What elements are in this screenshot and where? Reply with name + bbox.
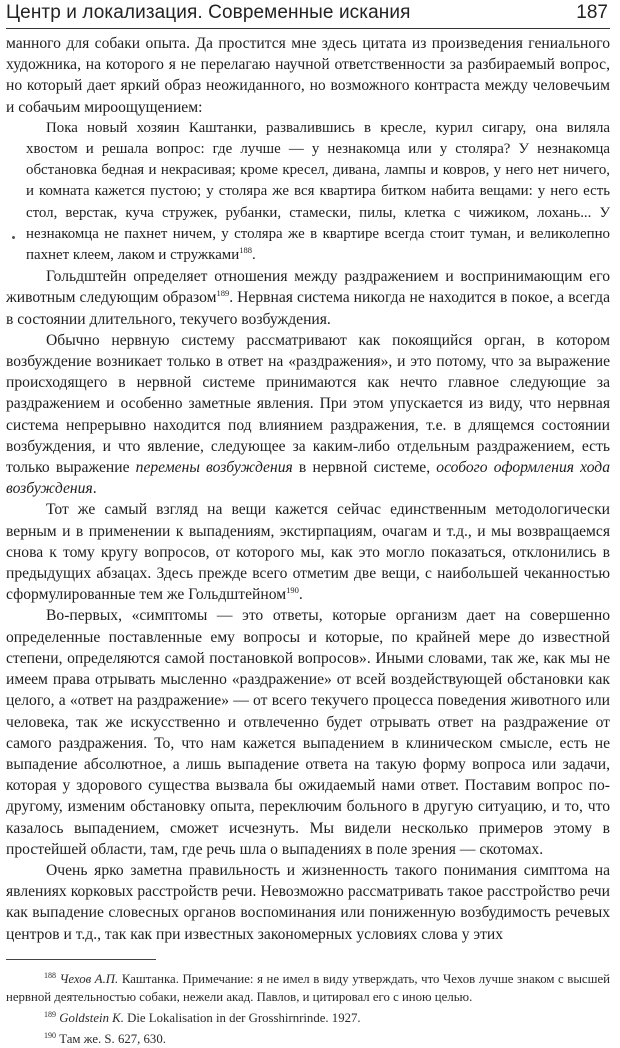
paragraph-6: Очень ярко заметна правильность и жизненность такого понимания симптома на явлениях корковых расстройств речи. Невозможно рассматривать такое расстройство речи как выпадение словесных органов воспоминания или пониженную возбудимость речевых центров и т.д., так как при известных закономерных условиях слова у этих xyxy=(6,861,610,943)
footnote-text: Каштанка. Примечание: я не имел в виду утверждать, что Чехов лучше знаком с высшей нервной деятельностью собаки, нежели акад. Павлов, и цитировал его с иною целью. xyxy=(6,971,610,1004)
quote-paragraph: Пока новый хозяин Каштанки, развалившись в кресле, курил сигару, она виляла хвостом и решала вопрос: где лучше — у незнакомца или у столяра? У незнакомца обстановка бедная и некрасивая; кроме кресел, дивана, лампы и ковров, у него нет ничего, и комната кажется пустою; у столяра же вся квартира битком набита вещами: у него есть стол, верстак, куча стружек, рубанки, стамески, пилы, клетка с чижиком, лохань... У незнакомца не пахнет ничем, у столяра же в квартире всегда стоит туман, и великолепно пахнет клеем, лаком и стружками$^{188}$. xyxy=(26,119,610,264)
paragraph-3 xyxy=(6,330,610,500)
paragraph-3-mid: в нервной системе, xyxy=(292,459,437,477)
chapter-title: Центр и локализация. Современные искания xyxy=(6,2,411,23)
main-text xyxy=(6,33,610,945)
footnotes xyxy=(6,970,610,1048)
footnote-text: Die Lokalisation in der Grosshirnrinde. 1927. xyxy=(123,1010,361,1025)
paragraph-4-text: Тот же самый взгляд на вещи кажется сейчас единственным методологически верным и в применении к выпадениям, экстирпациям, очагам и т.д., и мы возвращаемся снова к тому кругу вопросов, от которого мы, как это могло показаться, отклонились в предыдущих абзацах. Здесь прежде всего отметим две вещи, с наибольшей чеканностью сформулированные тем же Гольдштейном xyxy=(6,501,610,604)
footnote-author: Goldstein K. xyxy=(59,1010,124,1025)
footnote-189 xyxy=(6,1009,610,1027)
footnote-text: Там же. S. 627, 630. xyxy=(59,1031,166,1046)
paragraph-2-text: Гольдштейн определяет отношения между раздражением и воспринимающим его животным следующим образом xyxy=(6,268,610,307)
footnote-ref-189[interactable]: 189 xyxy=(216,288,230,299)
paragraph-1: манного для собаки опыта. Да простится мне здесь цитата из произведения гениального художника, на которого я не перелагаю научной ответственности за разбираемый вопрос, но который дает яркий образ неожиданного, но возможного контраста между человечьим и собачьим мироощущением: xyxy=(6,35,610,116)
footnote-ref-190[interactable]: 190 xyxy=(286,585,299,596)
footnote-number: 190 xyxy=(44,1030,56,1040)
footnote-number: 188 xyxy=(44,970,56,980)
quote-text: Пока новый хозяин Каштанки, развалившись в кресле, курил сигару, она виляла хвостом и решала вопрос: где лучше — у незнакомца или у столяра? У незнакомца обстановка бедная и некрасивая; кроме кресел, дивана, лампы и ковров, у него нет ничего, и комната кажется пустою; у столяра же вся квартира битком набита вещами: у него есть стол, верстак, куча стружек, рубанки, стамески, пилы, клетка с чижиком, лохань... У незнакомца не пахнет ничем, у столяра же в квартире всегда стоит туман, и великолепно пахнет клеем, лаком и стружками xyxy=(26,119,610,264)
paragraph-2-text-cont: . Нервная система никогда не находится в покое, а всегда в состоянии длительного, текучего возбуждения. xyxy=(6,289,610,328)
page-number: 187 xyxy=(576,2,608,23)
chekhov-quote xyxy=(6,118,610,266)
margin-dot xyxy=(12,236,15,239)
paragraph-2 xyxy=(6,266,610,330)
emphasis-special-form: особого оформления хода возбуждения xyxy=(6,459,610,498)
footnote-188 xyxy=(6,970,610,1006)
paragraph-5: Во-первых, «симптомы — это ответы, которые организм дает на совершенно определенные поставленные ему вопросы и которые, по крайней мере до известной степени, определяются самой постановкой вопросов». Иными словами, так же, как мы не имеем права отрывать мысленно «раздражение» от всей воздействующей обстановки как целого, а «ответ на раздражение» — от всего текучего процесса поведения животного или человека, так же искусственно и отвлеченно будет отрывать ответ на раздражение от самого раздражения. То, что нам кажется выпадением в клиническом смысле, есть не выпадение абсолютное, а лишь выпадение ответа на такую форму вопроса или задачи, которая у здорового существа вызвала бы ожидаемый нами ответ. Поставим вопрос по-другому, изменим обстановку опыта, переключим больного в другую ситуацию, и то, что казалось выпадением, сможет исчезнуть. Мы видели несколько примеров этому в простейшей области, там, где речь шла о выпадениях в поле зрения — скотомах. xyxy=(6,607,610,858)
footnote-divider xyxy=(6,959,156,960)
paragraph-3-text: Обычно нервную систему рассматривают как покоящийся орган, в котором возбуждение возникает только в ответ на «раздражения», и это потому, что за выражение происходящего в нервной системе принимаются как нечто главное следующие за раздражением и особенно заметные явления. При этом упускается из виду, что нервная система непрерывно находится под влиянием раздражения, т.е. в длящемся состоянии возбуждения, и что явление, следующее за каким-либо отдельным раздражением, есть только выражение xyxy=(6,331,610,477)
running-head xyxy=(6,0,610,29)
footnote-author: Чехов А.П. xyxy=(59,971,119,986)
paragraph-3-end: . xyxy=(92,480,97,498)
paragraph-4 xyxy=(6,499,610,605)
footnote-190 xyxy=(6,1030,610,1048)
footnote-ref-188[interactable]: 188 xyxy=(239,245,252,256)
paragraph-4-end: . xyxy=(298,586,303,604)
emphasis-change-of-excitation: перемены возбуждения xyxy=(135,459,293,477)
footnote-number: 189 xyxy=(44,1009,56,1019)
